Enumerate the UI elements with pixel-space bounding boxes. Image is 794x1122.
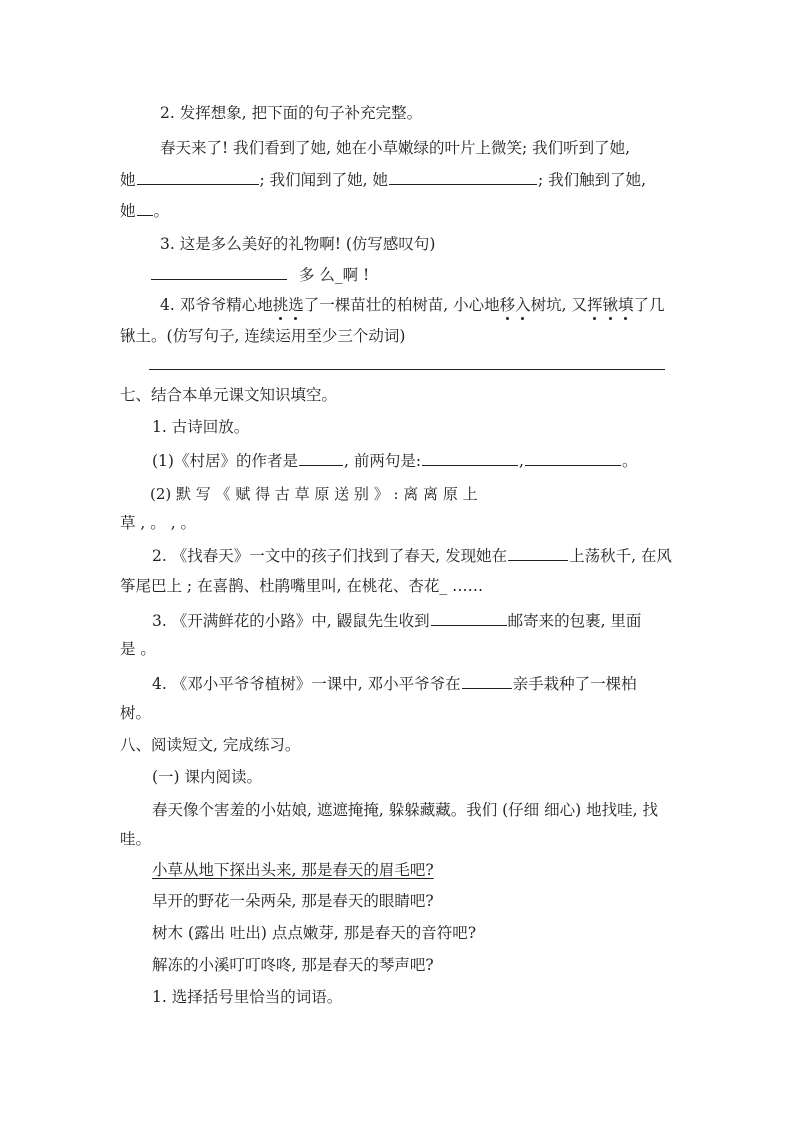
answer-blank[interactable] <box>422 449 518 466</box>
section-7-question-4-cont: 树。 <box>120 704 152 722</box>
question-2-line-1: 春天来了! 我们看到了她, 她在小草嫩绿的叶片上微笑; 我们听到了她, <box>160 139 631 157</box>
dotted-verb: 锹 <box>602 296 619 314</box>
section-7-question-1-1 <box>152 449 638 472</box>
section-7-title: 七、结合本单元课文知识填空。 <box>120 386 338 404</box>
answer-blank[interactable] <box>389 168 537 185</box>
section-7-question-4 <box>152 672 637 695</box>
question-4-text: 树坑, 又 <box>530 296 587 314</box>
question-2-text: 。 <box>153 202 170 220</box>
answer-blank[interactable] <box>508 544 568 561</box>
question-4-text: 了一棵苗壮的柏树苗, 小心地 <box>303 296 500 314</box>
passage-underlined-sentence: 小草从地下探出头来, 那是春天的眉毛吧? <box>152 861 434 879</box>
question-text: 邮寄来的包裹, 里面 <box>507 612 642 630</box>
question-3-title: 3. 这是多么美好的礼物啊! (仿写感叹句) <box>160 235 436 253</box>
answer-blank[interactable] <box>137 168 259 185</box>
question-2-line-2 <box>120 168 646 191</box>
question-3-answer-text: 多 么_啊 ! <box>298 266 370 284</box>
question-2-text: 她 <box>120 171 136 189</box>
section-7-question-1-2-cont: 草 , 。 , 。 <box>120 514 197 532</box>
question-text: , 前两句是: <box>343 452 422 470</box>
answer-line[interactable] <box>149 369 665 370</box>
section-7-question-1-2: (2) 默 写 《 赋 得 古 草 原 送 别 》 : 离 离 原 上 <box>150 485 478 503</box>
dotted-verb: 移 <box>499 296 516 314</box>
dotted-verb: 入 <box>515 296 531 314</box>
passage-paragraph-1-cont: 哇。 <box>120 830 152 848</box>
question-4-line-2: 锹土。(仿写句子, 连续运用至少三个动词) <box>120 327 406 345</box>
question-3-answer-line <box>150 263 369 286</box>
question-text: 3. 《开满鲜花的小路》中, 鼹鼠先生收到 <box>152 612 430 630</box>
passage-paragraph-4: 树木 (露出 吐出) 点点嫩芽, 那是春天的音符吧? <box>152 924 477 942</box>
answer-blank[interactable] <box>525 449 621 466</box>
section-8-title: 八、阅读短文, 完成练习。 <box>120 736 301 754</box>
question-text: 2. 《找春天》一文中的孩子们找到了春天, 发现她在 <box>152 547 508 565</box>
answer-blank[interactable] <box>151 263 287 280</box>
question-4-line-1 <box>160 294 665 316</box>
dotted-verb: 填 <box>618 296 634 314</box>
question-2-title: 2. 发挥想象, 把下面的句子补充完整。 <box>160 104 423 122</box>
passage-paragraph-5: 解冻的小溪叮叮咚咚, 那是春天的琴声吧? <box>152 956 434 974</box>
dotted-verb: 挥 <box>587 296 603 314</box>
section-7-question-3-cont: 是 。 <box>120 640 156 658</box>
passage-paragraph-3: 早开的野花一朵两朵, 那是春天的眼睛吧? <box>152 892 434 910</box>
section-7-question-2-cont: 筝尾巴上 ; 在喜鹊、杜鹃嘴里叫, 在桃花、杏花_ …… <box>120 577 484 595</box>
question-4-text: 4. 邓爷爷精心地 <box>160 296 273 314</box>
answer-blank[interactable] <box>462 672 512 689</box>
question-text: 4. 《邓小平爷爷植树》一课中, 邓小平爷爷在 <box>152 675 461 693</box>
section-7-question-1: 1. 古诗回放。 <box>152 418 250 436</box>
dotted-verb: 选 <box>288 296 304 314</box>
question-2-text: 她 <box>120 202 136 220</box>
question-text: 亲手栽种了一棵柏 <box>512 675 637 693</box>
question-text: 上荡秋千, 在风 <box>569 547 672 565</box>
section-7-question-2 <box>152 544 672 567</box>
answer-blank[interactable] <box>431 609 507 626</box>
section-8-question-1: 1. 选择括号里恰当的词语。 <box>152 988 343 1006</box>
question-2-line-3 <box>120 199 169 222</box>
section-8-subtitle: (一) 课内阅读。 <box>152 768 263 786</box>
passage-paragraph-1: 春天像个害羞的小姑娘, 遮遮掩掩, 躲躲藏藏。我们 (仔细 细心) 地找哇, 找 <box>152 801 658 819</box>
question-2-text: ; 我们触到了她, <box>538 171 647 189</box>
dotted-verb: 挑 <box>272 296 289 314</box>
question-4-text: 了几 <box>633 296 665 314</box>
question-text: 。 <box>621 452 638 470</box>
answer-blank[interactable] <box>137 199 153 216</box>
section-7-question-3 <box>152 609 641 632</box>
question-text: , <box>519 452 524 470</box>
question-text: (1)《村居》的作者是 <box>152 452 298 470</box>
answer-blank[interactable] <box>299 449 343 466</box>
question-2-text: ; 我们闻到了她, 她 <box>259 171 389 189</box>
